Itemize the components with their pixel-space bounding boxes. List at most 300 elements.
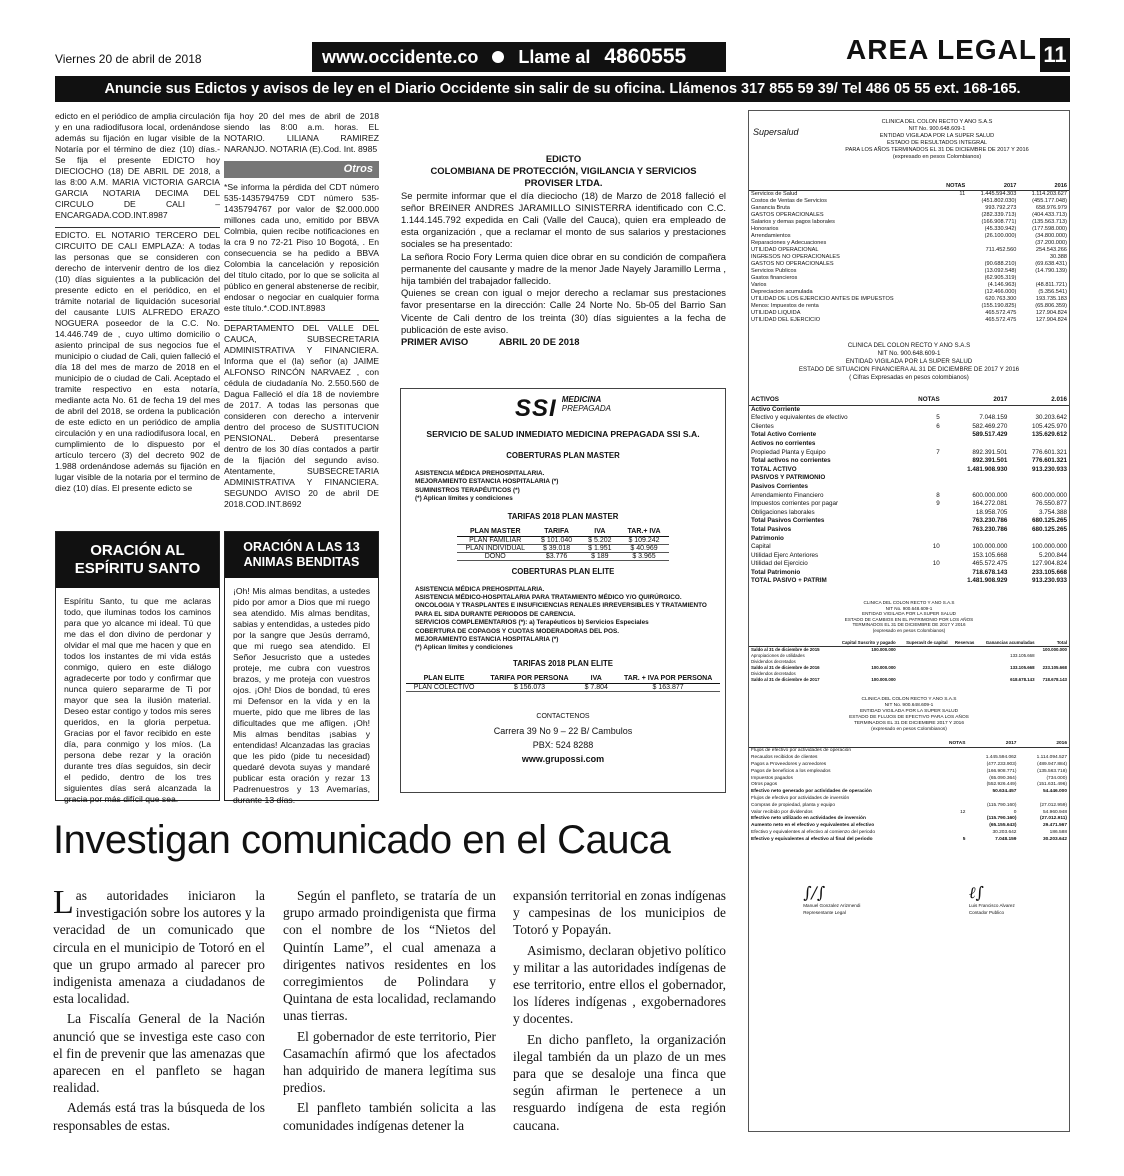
table-cell: 618.678.143 — [1010, 676, 1035, 682]
statement-title: CLINICA DEL COLON RECTO Y ANO S.A.S NIT No. 900.648.609-1 ENTIDAD VIGILADA POR LA SUPER SALUD ESTADO DE CAMBIOS EN EL PATRIMONIO POR LOS AÑOS TERMINADOS EL 31 DE DICIEMBRE DE 2017 Y 2016 (expresado en pesos Colombianos) — [844, 600, 974, 634]
article-paragraph: La Fiscalía General de la Nación anunció que se investiga este caso con el fin de prevenir que las amenazas que aparecen en el panfleto se hagan realidad. — [53, 1011, 265, 1096]
table-cell: (65.155.643) — [989, 823, 1017, 829]
ssi-contact — [401, 710, 725, 766]
table-row: DONO $3.776 $ 189 $ 3.965 — [457, 552, 668, 560]
table-row — [749, 268, 1069, 275]
article-paragraph: Según el panfleto, se trataría de un grupo armado proindigenista que firma con el nombre de los “Nietos del Quintín Lame”, el cual amenaza a dirigentes nativos residentes en los corregimientos de Polindara y Quintana de esta localidad, reclamando unas tierras. — [283, 888, 496, 1024]
table-cell: 100.000.000 — [871, 646, 896, 652]
table-cell: 18.958.705 — [975, 508, 1008, 516]
table-cell: Compras de propiedad, planta y equipo — [751, 802, 836, 808]
table-header-row — [749, 741, 1069, 748]
table-cell: Saldo al 31 de diciembre de 2016 — [751, 664, 820, 670]
table-cell — [903, 517, 942, 526]
table-cell — [967, 254, 1018, 261]
table-cell: (14.790.139) — [1035, 268, 1067, 274]
table-cell: 5 — [936, 414, 940, 422]
table-row — [749, 466, 1069, 475]
ad-banner: Anuncie sus Edictos y avisos de ley en el Diario Occidente sin salir de su oficina. Llámenos 317 855 59 39/ Tel 486 05 55 ext. 168-165. — [55, 76, 1070, 102]
table-header: Ganancias acumuladas — [976, 640, 1036, 647]
table-cell — [903, 457, 942, 466]
table-cell: (477.233.903) — [986, 762, 1017, 768]
table-cell: 0 — [1013, 809, 1017, 815]
ssi-title: SERVICIO DE SALUD INMEDIATO MEDICINA PREPAGADA SSI S.A. — [426, 429, 700, 439]
table-cell — [937, 830, 967, 837]
table-cell: Dividendos decretados — [751, 658, 796, 664]
table-cell: (12.466.000) — [984, 289, 1017, 295]
table-row — [749, 474, 1069, 483]
table-row — [749, 282, 1069, 289]
table-row — [749, 526, 1069, 535]
table-cell: Servicios Publicos — [751, 268, 797, 274]
table-cell: (115.790.160) — [986, 802, 1017, 808]
article-column-3 — [513, 887, 726, 1137]
table-cell: 680.125.265 — [1031, 517, 1067, 525]
table-cell: 465.572.475 — [972, 560, 1008, 568]
table-cell — [903, 431, 942, 440]
table-cell: 100.000.000 — [871, 664, 896, 670]
table-row — [749, 296, 1069, 303]
table-cell: Total Pasivos — [751, 525, 792, 533]
table-header: Superavit de capital — [898, 640, 950, 647]
statement-title: CLINICA DEL COLON RECTO Y ANO S.A.S NIT No. 900.648.609-1 ENTIDAD VIGILADA POR LA SUPER SALUD ESTADO DE SITUACION FINANCIERA AL 31 DE DICIEMBRE DE 2017 Y 2016 ( Cifras Expresadas en pesos colombianos) — [798, 342, 1020, 381]
table-cell: Aumento neto en el efectivo y equivalentes al efectivo — [751, 823, 875, 829]
table-cell: TOTAL PASIVO + PATRIM — [751, 577, 827, 585]
table-cell — [937, 282, 967, 289]
table-cell: (13.092.548) — [984, 268, 1017, 274]
table-row — [749, 440, 1069, 449]
section-title: AREA LEGAL — [846, 34, 1037, 65]
table-header: 2016 — [1018, 741, 1069, 748]
table-row — [749, 240, 1069, 247]
table-cell: (404.433.713) — [1032, 212, 1067, 218]
table-cell: 589.517.429 — [972, 431, 1008, 439]
table-header: 2016 — [1018, 183, 1069, 191]
table-cell — [903, 526, 942, 535]
table-row — [749, 405, 1069, 414]
contact-web[interactable]: www.grupossi.com — [521, 753, 605, 764]
prayer-body: ¡Oh! Mis almas benditas, a ustedes pido por amor a Dios que mi ruego sea atendido. Mis almas benditas, sabias y entendidas, a ustedes pido por la sangre que Jesús derramó, que mi ruego sea atendido. El Señor Jesucristo que a ustedes proteje, me cubra con vuestros brazos, y me proteja con vuestros ojos. ¡Oh! Dios de bondad, tú eres mi Defensor en la vida y en la muerte, pido que me libres de las dificultades que me afligen. ¡Oh! Mis almas benditas ¡sabias y entendidas! Alcanzadas las gracias que les pido (pide tu necesidad) quedaré devota suyas y mandaré publicar esta oración y rezar 13 Padrenuestros y 13 Avemarías, durante 13 días. — [233, 586, 370, 805]
header-call-number: 4860555 — [604, 45, 687, 68]
article-paragraph: El panfleto también solicita a las comunidades indígenas detener la — [283, 1100, 496, 1133]
financial-statements — [748, 110, 1070, 1132]
table-cell: Pasivos Corrientes — [751, 482, 809, 490]
table-cell: 193.735.183 — [1035, 296, 1067, 302]
table-cell: Servicios de Salud — [751, 191, 798, 197]
bullet-icon — [492, 51, 504, 63]
prayer-espiritu-santo — [55, 531, 220, 804]
table-cell: 1.445.594.303 — [980, 191, 1017, 197]
table-cell: 5 — [962, 836, 966, 842]
otros-section-header: Otros — [224, 161, 379, 178]
table-cell — [942, 483, 1010, 492]
table-cell: 100.000.000 — [972, 543, 1008, 551]
table-row — [749, 289, 1069, 296]
table-cell: 680.125.265 — [1031, 525, 1067, 533]
table-cell — [937, 816, 967, 823]
table-cell: 600.000.000 — [972, 491, 1008, 499]
article-paragraph: expansión territorial en zonas indígenas y campesinas de los municipios de Totoró y Popayán. — [513, 888, 726, 938]
table-cell: INGRESOS NO OPERACIONALES — [751, 254, 840, 260]
table-cell: (5.356.541) — [1038, 289, 1067, 295]
divider — [55, 227, 220, 228]
table-cell: Pagos a Proveedores y acreedores — [751, 762, 827, 768]
table-cell: Flujos de efectivo por actividades de inversión — [751, 796, 850, 801]
table-cell: PASIVOS Y PATRIMONIO — [751, 474, 826, 482]
tarifas-master-table — [457, 527, 668, 561]
table-cell: Total Pasivos Corrientes — [751, 517, 825, 525]
table-cell — [903, 405, 942, 414]
table-cell: 135.629.612 — [1031, 431, 1067, 439]
table-cell: 7.048.159 — [995, 836, 1017, 842]
notice-pension-substitution: DEPARTAMENTO DEL VALLE DEL CAUCA, SUBSECRETARIA ADMINISTRATIVA Y FINANCIERA. Informa que el (la) señor (a) JAIME ALFONSO RINCÓN NARVAEZ , con cédula de ciudadanía No. 2.550.560 de Dagua Falleció el día 18 de noviembre de 2017. A todas las personas que consideren con derecho a intervenir dentro del proceso de SUSTITUCION PENSIONAL. Deberá presentarse dentro de los 30 días contados a partir de la fijación del segundo aviso. Atentamente, SUBSECRETARIA ADMINISTRATIVA Y FINANCIERA. SEGUNDO AVISO 20 de abril DE 2018.COD.INT.8692 — [224, 323, 379, 509]
table-row — [749, 233, 1069, 240]
table-cell: Pagos de beneficios a los empleados — [751, 768, 831, 774]
cash-flow-table — [749, 741, 1069, 844]
table-cell: 133.105.668 — [1010, 664, 1035, 670]
table-cell: Propiedad Planta y Equipo — [751, 448, 826, 456]
table-row — [749, 677, 1069, 683]
table-header: PLAN ELITE — [406, 674, 483, 684]
table-cell: Arrendamiento Financiero — [751, 491, 824, 499]
table-cell: 127.904.824 — [1035, 310, 1067, 316]
list-item: ASISTENCIA MÉDICA PREHOSPITALARIA. — [415, 470, 545, 477]
table-cell: Activo Corriente — [751, 405, 800, 413]
table-row — [749, 492, 1069, 501]
table-row — [749, 310, 1069, 317]
table-cell: Total Activo Corriente — [751, 431, 817, 439]
table-cell: (734.000) — [1046, 775, 1067, 781]
table-cell: Saldo al 31 de diciembre de 2017 — [751, 676, 820, 682]
table-cell: (135.563.713) — [1032, 219, 1067, 225]
table-row — [749, 191, 1069, 199]
list-item: MEJORAMIENTO ESTANCIA HOSPITALARIA (*) — [415, 636, 559, 644]
prayer-title: ORACIÓN AL ESPÍRITU SANTO — [56, 532, 219, 588]
table-row — [749, 509, 1069, 518]
table-cell — [937, 782, 967, 789]
table-cell: 100.000.000 — [1042, 646, 1067, 652]
table-row — [749, 769, 1069, 776]
table-row — [749, 552, 1069, 561]
table-header-row — [749, 396, 1069, 405]
table-cell: 186.588 — [1049, 829, 1067, 835]
table-cell: 913.230.933 — [1031, 577, 1067, 585]
table-cell: Patrimonio — [751, 534, 784, 542]
table-cell — [937, 823, 967, 830]
table-row — [749, 823, 1069, 830]
table-row — [749, 500, 1069, 509]
table-cell: 76.550.877 — [1035, 500, 1067, 508]
table-cell: (115.790.160) — [986, 816, 1017, 822]
table-cell: (62.905.319) — [984, 275, 1017, 281]
table-cell: 892.391.501 — [972, 448, 1008, 456]
table-cell: 29.471.567 — [1042, 823, 1067, 829]
table-row — [749, 254, 1069, 261]
table-cell — [1009, 535, 1069, 544]
table-cell: (552.926.449) — [986, 782, 1017, 788]
header-url[interactable]: www.occidente.co — [322, 46, 479, 67]
table-cell: UTILIDAD DEL EJERCICIO — [751, 317, 821, 323]
list-item: (*) Aplican límites y condiciones — [415, 495, 513, 503]
table-cell: 763.230.786 — [972, 517, 1008, 525]
table-cell — [903, 569, 942, 578]
edict-paragraph: Quienes se crean con igual o mejor derecho a reclamar sus prestaciones favor presentarse en la dirección: Calle 24 Norte No. 5b-05 del Barrio San Vicente de Cali dentro de los treinta (30) días siguientes a la fecha de publicación de este aviso. — [401, 287, 726, 335]
table-cell: Ganancia Bruta — [751, 205, 790, 211]
tarifas-elite-title: TARIFAS 2018 PLAN ELITE — [513, 658, 613, 668]
table-cell: 30.203.642 — [1035, 414, 1067, 422]
table-cell — [903, 535, 942, 544]
table-cell: Efectivo neto generado por actividades de operación — [751, 789, 872, 795]
table-cell: Efectivo neto utilizado en actividades de inversión — [751, 816, 866, 822]
table-row — [749, 205, 1069, 212]
article-paragraph: Además está tras la búsqueda de los responsables de estas. — [53, 1100, 265, 1133]
table-cell — [937, 303, 967, 310]
table-cell: Activos no corrientes — [751, 439, 816, 447]
table-row — [749, 226, 1069, 233]
table-cell: UTILIDAD DE LOS EJERCICIO ANTES DE IMPUESTOS — [751, 296, 894, 302]
edict-notice-type: PRIMER AVISO — [401, 336, 469, 348]
table-cell — [937, 796, 967, 803]
table-header: NOTAS — [937, 183, 967, 191]
table-cell: Efectivo y equivalentes al efectivo al comienzo del periodo — [751, 829, 875, 835]
table-cell — [1009, 405, 1069, 414]
edict-notaria-continuation: fija hoy 20 del mes de abril de 2018 siendo las 8:00 a.m. horas. EL NOTARIO. LILIANA RAMIREZ NARANJO. NOTARIA (E).Cod. Int. 8985 — [224, 111, 379, 154]
table-row — [749, 212, 1069, 219]
table-cell: (451.802.030) — [981, 198, 1017, 204]
table-cell: 10 — [932, 560, 940, 568]
table-cell: 6 — [936, 422, 940, 430]
table-cell — [903, 552, 942, 561]
table-cell: Efectivo y equivalentes de efectivo — [751, 414, 848, 422]
table-header: Total — [1037, 640, 1069, 647]
table-cell: 620.763.300 — [985, 296, 1017, 302]
article-paragraph: as autoridades iniciaron la investigación sobre los autores y la veracidad de un comunicado que circula en el municipio de Totoró en el que un grupo armado al parecer pro indigenista amenaza a ciudadanos de esta localidad. — [53, 888, 265, 1007]
table-cell: 1.445.594.062 — [985, 755, 1017, 761]
table-cell: Costos de Ventas de Servicios — [751, 198, 827, 204]
table-cell: 7.048.159 — [979, 414, 1008, 422]
table-cell: (37.200.000) — [1035, 240, 1067, 246]
table-cell — [937, 317, 967, 324]
table-cell — [937, 226, 967, 233]
table-cell: 127.904.824 — [1031, 560, 1067, 568]
table-row — [749, 247, 1069, 254]
article-headline: Investigan comunicado en el Cauca — [53, 818, 671, 862]
table-cell — [937, 212, 967, 219]
list-item: COBERTURA DE COPAGOS Y CUOTAS MODERADORAS DEL POS. — [415, 627, 620, 635]
table-cell: (282.339.713) — [981, 212, 1017, 218]
table-cell: 3.754.388 — [1038, 508, 1067, 516]
table-cell: TOTAL ACTIVO — [751, 465, 797, 473]
list-item: SERVICIOS COMPLEMENTARIOS (*): a) Terapéuticos b) Servicios Especiales — [415, 619, 649, 627]
table-cell: GASTOS NO OPERACIONALES — [751, 261, 834, 267]
table-row — [749, 431, 1069, 440]
table-cell: 254.543.266 — [1035, 247, 1067, 253]
table-cell: (65.806.359) — [1035, 303, 1067, 309]
table-cell: 9 — [936, 500, 940, 508]
table-cell: (151.631.496) — [1037, 782, 1067, 788]
table-cell: UTILIDAD OPERACIONAL — [751, 247, 819, 253]
table-cell — [903, 577, 942, 586]
table-cell: 12 — [960, 809, 966, 815]
table-row — [749, 755, 1069, 762]
contact-address: Carrera 39 No 9 – 22 B/ Cambulos — [493, 725, 633, 736]
supersalud-logo: Supersalud — [753, 127, 799, 137]
list-item: ASISTENCIA MÉDICO-HOSPITALARIA PARA TRATAMIENTO MÉDICO Y/O QUIRÚRGICO. — [415, 594, 682, 602]
table-cell: 100.000.000 — [871, 676, 896, 682]
table-header: NOTAS — [903, 396, 942, 405]
table-cell — [937, 275, 967, 282]
table-cell: 233.105.668 — [1042, 664, 1067, 670]
table-cell — [903, 509, 942, 518]
table-cell: (489.947.884) — [1037, 762, 1067, 768]
table-cell: Capital — [751, 543, 771, 551]
table-cell: 600.000.000 — [1031, 491, 1067, 499]
table-cell: Obligaciones laborales — [751, 508, 815, 516]
edict-proviser — [401, 153, 726, 353]
table-cell: 5.200.844 — [1038, 551, 1067, 559]
table-cell: 1.481.908.930 — [967, 465, 1008, 473]
table-cell: 30.203.642 — [1042, 836, 1067, 842]
edict-notario-tercero: EDICTO. EL NOTARIO TERCERO DEL CIRCUITO DE CALI EMPLAZA: A todas las personas que se consideren con derecho de intervenir dentro de los diez (10) días siguientes a la publicación del presente edicto en el periódico, en el trámite notarial de liquidación sucesorial del causante LUIS ALFREDO ERAZO NOGUERA poseedor de la C.C. No. 14.446.749 de , cuyo ultimo domicilio o asiento principal de sus negocios fue el municipio o ciudad de Cali, quien falleció el día 18 del mes de marzo de 2018 en el municipio de o ciudad de Cali. Aceptado el tramite respectivo en esta notaría, mediante acta No. 61 de fecha 19 del mes de abril del 2018, se ordena la publicación de este edicto en un periódico de amplia circulación y en una radiodifusora local, en cumplimiento de lo dispuesto por el artículo tercero (3) del decreto 902 de 1.988 ordenándose además su fijación en lugar visible de la notaria por el termino de diez (10) días. El presente edicto se — [55, 230, 220, 493]
table-header — [749, 183, 937, 191]
table-cell: Honorarios — [751, 226, 779, 232]
table-cell — [937, 748, 967, 755]
table-cell: 133.105.668 — [1010, 652, 1035, 658]
table-cell — [937, 289, 967, 296]
table-cell — [903, 440, 942, 449]
table-cell: (69.638.431) — [1035, 261, 1067, 267]
article-paragraph: Asimismo, declaran objetivo político y militar a las autoridades indígenas de ese territorio, entre ellos el gobernador, los líderes indígenas , exgobernadores y docentes. — [513, 942, 726, 1027]
table-cell — [937, 776, 967, 783]
notice-cdt-loss: *Se informa la pérdida del CDT número 535-1435794759 CDT número 535-1435794767 por valor de $2.000.000 millones cada uno, emitido por BBVA Colmbia, quien recibe notificaciones en la cra 9 no 72-21 Piso 10 Bogotá, . En consecuencia se ha pedido a BBVA Colombia la cancelación y reposición del título citado, por lo que se solicita al público en general abstenerse de recibir, endosar o negociar en cualquier forma este título.*.COD.INT.8983 — [224, 182, 379, 313]
ssi-ad — [400, 388, 726, 793]
header-call-label: Llame al — [518, 46, 591, 67]
table-cell: Recaudos recibidos de clientes — [751, 755, 818, 761]
statement-title: CLINICA DEL COLON RECTO Y ANO S.A.S NIT No. 900.648.609-1 ENTIDAD VIGILADA POR LA SUPER SALUD ESTADO DE RESULTADOS INTEGRAL PARA LOS AÑOS TERMINADOS EL 31 DE DICIEMBRE DE 2017 Y 2016 (expresado en pesos Colombianos) — [845, 119, 1029, 160]
table-cell: Otros pagos — [751, 782, 778, 788]
table-cell: 50.634.457 — [992, 789, 1017, 795]
signatures — [749, 884, 1069, 916]
table-header: IVA — [577, 674, 616, 684]
table-cell: 153.105.668 — [972, 551, 1008, 559]
table-cell: (177.598.000) — [1032, 226, 1067, 232]
table-row: PLAN FAMILIAR $ 101.040 $ 5.202 $ 109.242 — [457, 536, 668, 544]
edict-date: ABRIL 20 DE 2018 — [498, 336, 580, 348]
prayer-title: ORACIÓN A LAS 13 ANIMAS BENDITAS — [225, 532, 378, 578]
table-cell: Depreciacion acumulada — [751, 289, 813, 295]
header-contact-bar — [312, 42, 726, 72]
table-cell: 718.678.143 — [1042, 676, 1067, 682]
table-cell — [903, 483, 942, 492]
coverage-master-title: COBERTURAS PLAN MASTER — [506, 451, 620, 460]
table-header: 2.016 — [1009, 396, 1069, 405]
table-cell: (34.800.000) — [1035, 233, 1067, 239]
table-row — [749, 789, 1069, 796]
table-cell: Valor recibido por dividendos — [751, 809, 813, 815]
table-cell: 993.792.273 — [985, 205, 1017, 211]
table-cell — [937, 205, 967, 212]
table-row — [749, 569, 1069, 578]
table-cell: 776.601.321 — [1031, 457, 1067, 465]
table-cell: (27.012.959) — [1039, 802, 1067, 808]
table-cell: (45.330.942) — [984, 226, 1017, 232]
table-header: Capital Suscrito y pagado — [832, 640, 898, 647]
table-cell: (26.100.000) — [984, 233, 1017, 239]
table-cell: 30.388 — [1049, 254, 1067, 260]
table-cell: (166.908.771) — [981, 219, 1017, 225]
table-cell: Impuestos pagados — [751, 775, 793, 781]
table-cell: Reparaciones y Adecuaciones — [751, 240, 827, 246]
table-header: Reservas — [950, 640, 977, 647]
edict-paragraph: La señora Rocio Fory Lerma quien dice obrar en su condición de compañera permanente del causante y madre de la menor Jade Nayely Jaramillo Lerma , hija también del trabajador fallecido. — [401, 250, 726, 287]
table-cell — [937, 254, 967, 261]
article-paragraph: En dicho panfleto, la organización ilegal también da un plazo de un mes para que se desaloje una finca que según afirman le pertenece a un resguardo indígena de esta región caucana. — [513, 1031, 726, 1133]
table-row — [749, 261, 1069, 268]
table-header: TAR. + IVA POR PERSONA — [616, 674, 720, 684]
table-cell: Utilidad del Ejercicio — [751, 560, 808, 568]
table-cell — [937, 198, 967, 205]
table-cell: 105.425.970 — [1031, 422, 1067, 430]
table-row — [749, 219, 1069, 226]
table-header — [749, 741, 937, 748]
table-cell: Varios — [751, 282, 767, 288]
contact-pbx: PBX: 524 8288 — [532, 739, 594, 750]
table-header: PLAN MASTER — [457, 527, 533, 537]
table-cell: GASTOS OPERACIONALES — [751, 212, 824, 218]
table-row — [749, 762, 1069, 769]
table-cell: Total activos no corrientes — [751, 457, 831, 465]
table-row — [749, 577, 1069, 586]
contact-title: CONTACTENOS — [536, 712, 590, 720]
table-row — [749, 449, 1069, 458]
table-cell — [1009, 474, 1069, 483]
table-cell — [937, 240, 967, 247]
coverage-elite-title: COBERTURAS PLAN ELITE — [511, 566, 615, 576]
table-cell: 54.446.000 — [1042, 789, 1067, 795]
table-cell: 465.572.475 — [985, 310, 1017, 316]
table-cell: Total Patrimonio — [751, 568, 801, 576]
table-row — [749, 776, 1069, 783]
list-item: ONCOLOGIA Y TRASPLANTES E INSUFICIENCIAS RENALES IRREVERSIBLES Y TRATAMIENTO PARA EL SIDA DURANTE PERIODOS DE CARENCIA. — [415, 602, 707, 618]
table-row — [749, 803, 1069, 810]
table-cell: UTILIDAD LIQUIDA — [751, 310, 801, 316]
table-row — [749, 517, 1069, 526]
table-cell: 1.114.203.627 — [1031, 191, 1067, 197]
article-column-2 — [283, 887, 496, 1137]
table-cell — [942, 474, 1010, 483]
table-cell — [1018, 275, 1069, 282]
table-cell: Utilidad Ejerc Anteriores — [751, 551, 819, 559]
income-statement-table — [749, 183, 1069, 324]
table-cell: 658.976.979 — [1035, 205, 1067, 211]
table-row — [749, 457, 1069, 466]
legal-column-2 — [224, 111, 379, 511]
table-cell — [937, 261, 967, 268]
table-cell — [937, 789, 967, 796]
table-cell: (27.012.911) — [1040, 816, 1067, 822]
list-item: MEJORAMIENTO ESTANCIA HOSPITALARIA (*) — [415, 478, 559, 486]
edict-company-short: PROVISER LTDA. — [524, 177, 603, 189]
table-cell: Gastos financieros — [751, 275, 798, 281]
table-header: ACTIVOS — [749, 396, 903, 405]
table-row: PLAN INDIVIDUAL $ 39.018 $ 1.951 $ 40.969 — [457, 544, 668, 552]
table-cell: (48.811.721) — [1035, 282, 1067, 288]
table-cell — [942, 535, 1010, 544]
table-header: 2017 — [942, 396, 1010, 405]
table-header: NOTAS — [937, 741, 967, 748]
table-cell: 164.272.081 — [972, 500, 1008, 508]
table-cell: Menos: Impuestos de renta — [751, 303, 819, 309]
table-header-row — [749, 183, 1069, 191]
